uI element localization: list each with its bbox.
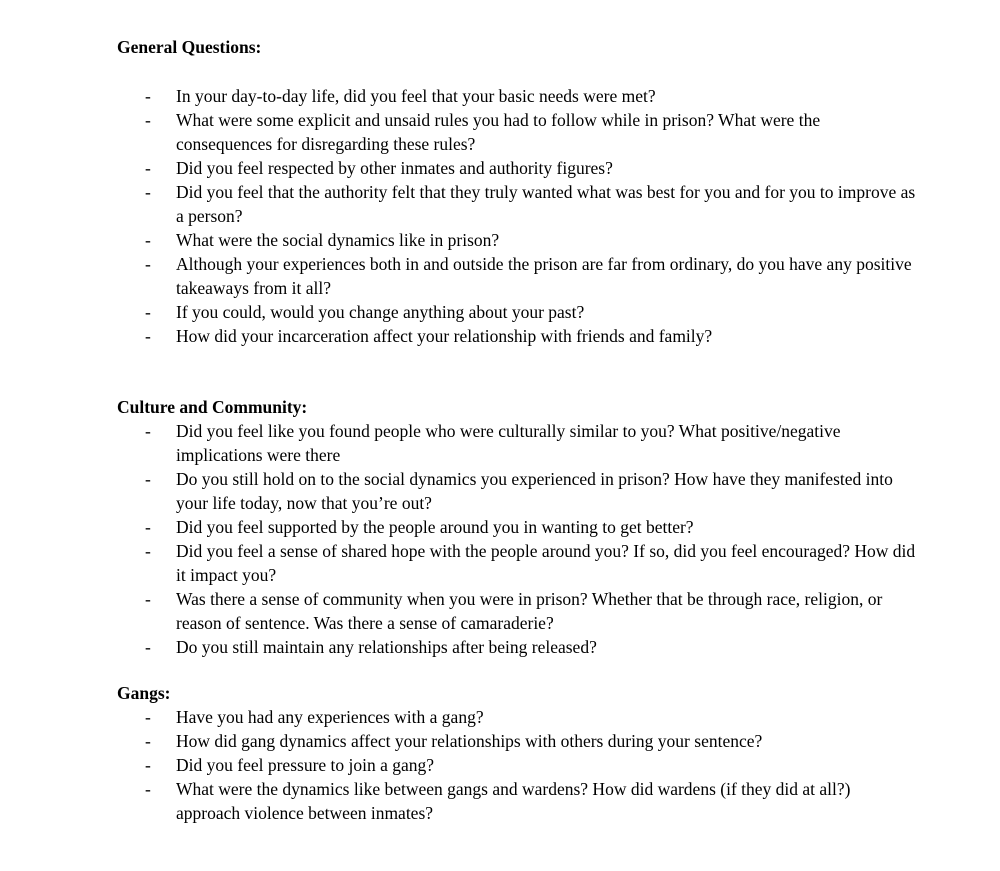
question-text: Was there a sense of community when you were in prison? Whether that be through race, religion, or reason of sentence. Was there a sense of camaraderie?: [176, 589, 883, 633]
question-text: How did gang dynamics affect your relationships with others during your sentence?: [176, 731, 763, 751]
list-item: [117, 228, 917, 252]
question-text: What were the dynamics like between gangs and wardens? How did wardens (if they did at all?) approach violence between inmates?: [176, 779, 851, 823]
list-item: [117, 324, 917, 348]
bullet-dash: -: [145, 707, 151, 727]
list-item: [117, 753, 917, 777]
list-item: [117, 252, 917, 300]
list-item: [117, 705, 917, 729]
section-general-questions: [117, 35, 917, 348]
question-text: Have you had any experiences with a gang?: [176, 707, 484, 727]
question-list: [117, 705, 917, 825]
list-item: [117, 467, 917, 515]
question-list: [117, 419, 917, 659]
section-heading: General Questions:: [117, 37, 262, 57]
list-item: [117, 515, 917, 539]
section-culture-and-community: [117, 395, 917, 659]
list-item: [117, 635, 917, 659]
list-item: [117, 729, 917, 753]
question-text: Although your experiences both in and outside the prison are far from ordinary, do you have any positive takeaways from it all?: [176, 254, 912, 298]
question-text: Did you feel a sense of shared hope with the people around you? If so, did you feel encouraged? How did it impact you?: [176, 541, 916, 585]
bullet-dash: -: [145, 731, 151, 751]
question-text: What were the social dynamics like in prison?: [176, 230, 500, 250]
bullet-dash: -: [145, 230, 151, 250]
bullet-dash: -: [145, 182, 151, 202]
document-page: [117, 35, 917, 825]
question-text: Did you feel like you found people who were culturally similar to you? What positive/negative implications were there: [176, 421, 841, 465]
list-item: [117, 419, 917, 467]
question-list: [117, 84, 917, 348]
bullet-dash: -: [145, 541, 151, 561]
question-text: How did your incarceration affect your relationship with friends and family?: [176, 326, 713, 346]
list-item: [117, 156, 917, 180]
question-text: Do you still hold on to the social dynamics you experienced in prison? How have they manifested into your life today, now that you’re out?: [176, 469, 893, 513]
bullet-dash: -: [145, 755, 151, 775]
section-gangs: [117, 681, 917, 825]
question-text: Did you feel respected by other inmates and authority figures?: [176, 158, 613, 178]
bullet-dash: -: [145, 589, 151, 609]
question-text: If you could, would you change anything about your past?: [176, 302, 585, 322]
bullet-dash: -: [145, 110, 151, 130]
list-item: [117, 587, 917, 635]
list-item: [117, 300, 917, 324]
bullet-dash: -: [145, 637, 151, 657]
section-heading: Culture and Community:: [117, 397, 308, 417]
bullet-dash: -: [145, 469, 151, 489]
question-text: What were some explicit and unsaid rules you had to follow while in prison? What were the consequences for disregarding these rules?: [176, 110, 821, 154]
question-text: Did you feel that the authority felt that they truly wanted what was best for you and for you to improve as a person?: [176, 182, 916, 226]
question-text: Did you feel pressure to join a gang?: [176, 755, 435, 775]
question-text: Do you still maintain any relationships after being released?: [176, 637, 597, 657]
list-item: [117, 180, 917, 228]
section-heading: Gangs:: [117, 683, 171, 703]
list-item: [117, 777, 917, 825]
list-item: [117, 539, 917, 587]
question-text: Did you feel supported by the people around you in wanting to get better?: [176, 517, 694, 537]
question-text: In your day-to-day life, did you feel that your basic needs were met?: [176, 86, 656, 106]
bullet-dash: -: [145, 779, 151, 799]
bullet-dash: -: [145, 517, 151, 537]
bullet-dash: -: [145, 158, 151, 178]
bullet-dash: -: [145, 302, 151, 322]
bullet-dash: -: [145, 421, 151, 441]
bullet-dash: -: [145, 254, 151, 274]
bullet-dash: -: [145, 326, 151, 346]
list-item: [117, 108, 917, 156]
bullet-dash: -: [145, 86, 151, 106]
list-item: [117, 84, 917, 108]
